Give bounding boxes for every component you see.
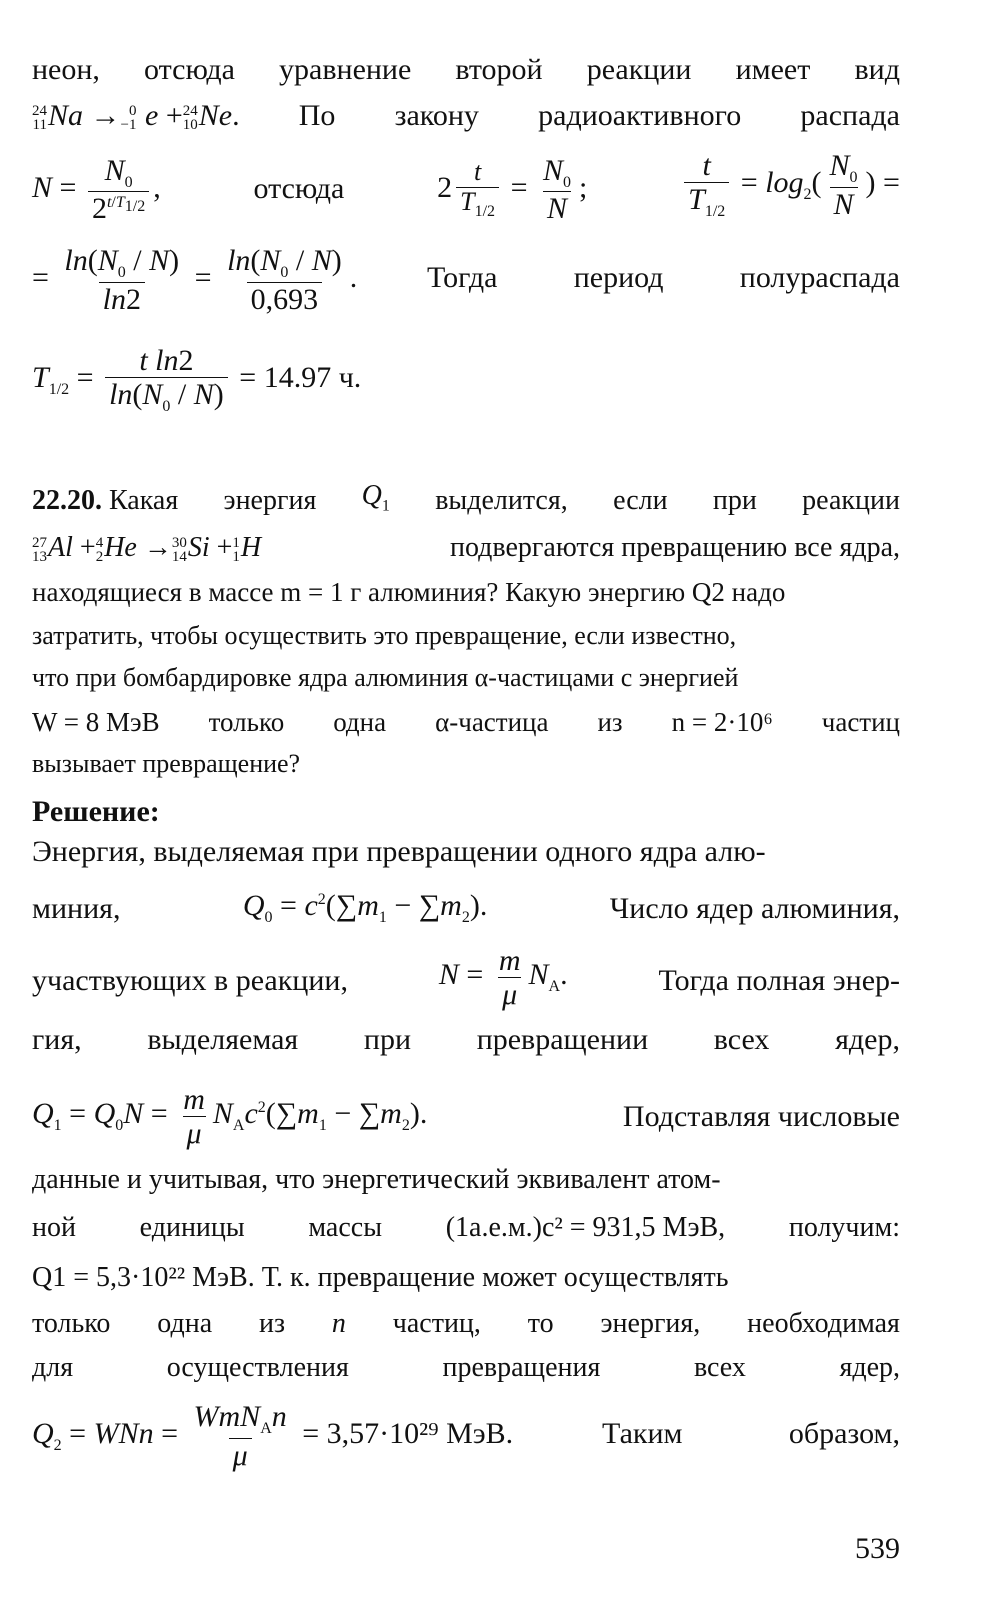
half-life-formula: $T_{1/2}$ = $\frac{\text{t ln2}}{\ln(N_0 / N)}$ = 14.97 ч. [32, 344, 362, 416]
text-line: затратить, чтобы осуществить это превращение, если известно, [32, 621, 737, 650]
word: период [573, 261, 664, 294]
decay-law-formula: N = $\frac{N_0}{2^{t/T_{1/2}}}$ , [32, 153, 161, 226]
text: подвергаются превращению все ядра, [450, 532, 900, 563]
word: энергия [223, 485, 317, 517]
equation-line [32, 340, 900, 428]
word: имеет [735, 53, 811, 86]
page-number: 539 [855, 1532, 900, 1565]
equation-line [32, 240, 900, 316]
word: если [613, 485, 668, 517]
text-line: ной единицы массы (1а.е.м.)c² = 931,5 МэВ, получим: [32, 1212, 900, 1243]
equation-line [32, 148, 900, 230]
text-line: Q1 = 5,3·10²² МэВ. Т. к. превращение может осуществлять [32, 1262, 729, 1293]
n-formula: N = $\frac{m}{\mu}$ $N_A$. [438, 943, 568, 1011]
formula-3: $\frac{t}{T_{1/2}}$ = $\log_2$( $\frac{N_0}{N}$ ) = [680, 148, 900, 230]
text-line [32, 528, 900, 568]
word: полураспада [739, 261, 900, 294]
text-line: Энергия, выделяемая при превращении одного ядра алю- [32, 835, 766, 868]
q0-formula: $Q_0 = c^2(\sum m_1 - \sum m_2)$. [242, 889, 488, 926]
word: отсюда [144, 53, 235, 86]
nuclear-reaction: 27 13 Al + 4 2 He → 30 14 Si + 1 1 H [32, 532, 262, 565]
text-line [32, 50, 900, 90]
text-line: гия, выделяемая при превращении всех ядер, [32, 1023, 900, 1056]
section-heading: Решение: [32, 795, 160, 828]
word: Тогда [427, 261, 498, 294]
text-line [32, 1396, 900, 1484]
text-run [427, 240, 900, 316]
word: при [712, 485, 757, 517]
half-life-result: = 14.97 ч. [239, 361, 362, 394]
word: распада [800, 99, 900, 132]
q2-formula: $Q_2$ = WNn = $\frac{WmN_An}{\mu}$ = 3,57·10²⁹ МэВ. [32, 1400, 514, 1472]
text-line: что при бомбардировке ядра алюминия α-частицами с энергией [32, 663, 739, 692]
word: реакции [586, 53, 692, 86]
text-line [32, 96, 900, 136]
word: реакции [802, 485, 900, 517]
text-line: $Q_1 = Q_0N$ = $\frac{m}{\mu}$ $N_Ac^2(\sum m_1 - \sum m_2)$. Подставляя числовые [32, 1070, 900, 1164]
word: выделится, [435, 485, 568, 517]
symbol-q1: $Q_1$ [361, 480, 390, 515]
word: вид [854, 53, 900, 86]
text-line: для осуществления превращения всех ядер, [32, 1352, 900, 1383]
word: закону [394, 99, 479, 132]
text-line: W = 8 МэВ только одна α-частица из n = 2·10⁶ частиц [32, 707, 900, 737]
word: отсюда [253, 172, 345, 205]
text-line: находящиеся в массе m = 1 г алюминия? Какую энергию Q2 надо [32, 577, 786, 607]
word: По [298, 99, 336, 132]
q1-formula: $Q_1 = Q_0N$ = $\frac{m}{\mu}$ $N_Ac^2(\sum m_1 - \sum m_2)$. [32, 1082, 428, 1150]
formula-4: = $\frac{\ln(N_0 / N)}{\ln 2}$ = $\frac{\ln(N_0 / N)}{0,693}$ . [32, 244, 358, 316]
text-run: Таким образом, [602, 1417, 900, 1450]
word: уравнение [279, 53, 412, 86]
word: радиоактивного [538, 99, 742, 132]
text-line: 22.20. Какая энергия $Q_1$ выделится, если при реакции [32, 476, 900, 527]
word: второй [455, 53, 543, 86]
text-line: участвующих в реакции, N = $\frac{m}{\mu}$ $N_A$. Тогда полная энер- [32, 940, 900, 1022]
text-line: данные и учитывая, что энергетический эквивалент атом- [32, 1164, 721, 1195]
text-line: вызывает превращение? [32, 749, 301, 778]
text-line: только одна из n частиц, то энергия, необходимая [32, 1308, 900, 1339]
problem-number: 22.20. [32, 485, 102, 517]
word: неон, [32, 53, 100, 86]
decay-reaction: 24 11 Na → 0 −1 e + 24 10 Ne. [32, 99, 240, 134]
text-line: миния, $Q_0 = c^2(\sum m_1 - \sum m_2)$. Число ядер алюминия, [32, 880, 900, 938]
formula-2: 2 $\frac{t}{T_{1/2}}$ = $\frac{N_0}{N}$ ; [437, 153, 588, 226]
